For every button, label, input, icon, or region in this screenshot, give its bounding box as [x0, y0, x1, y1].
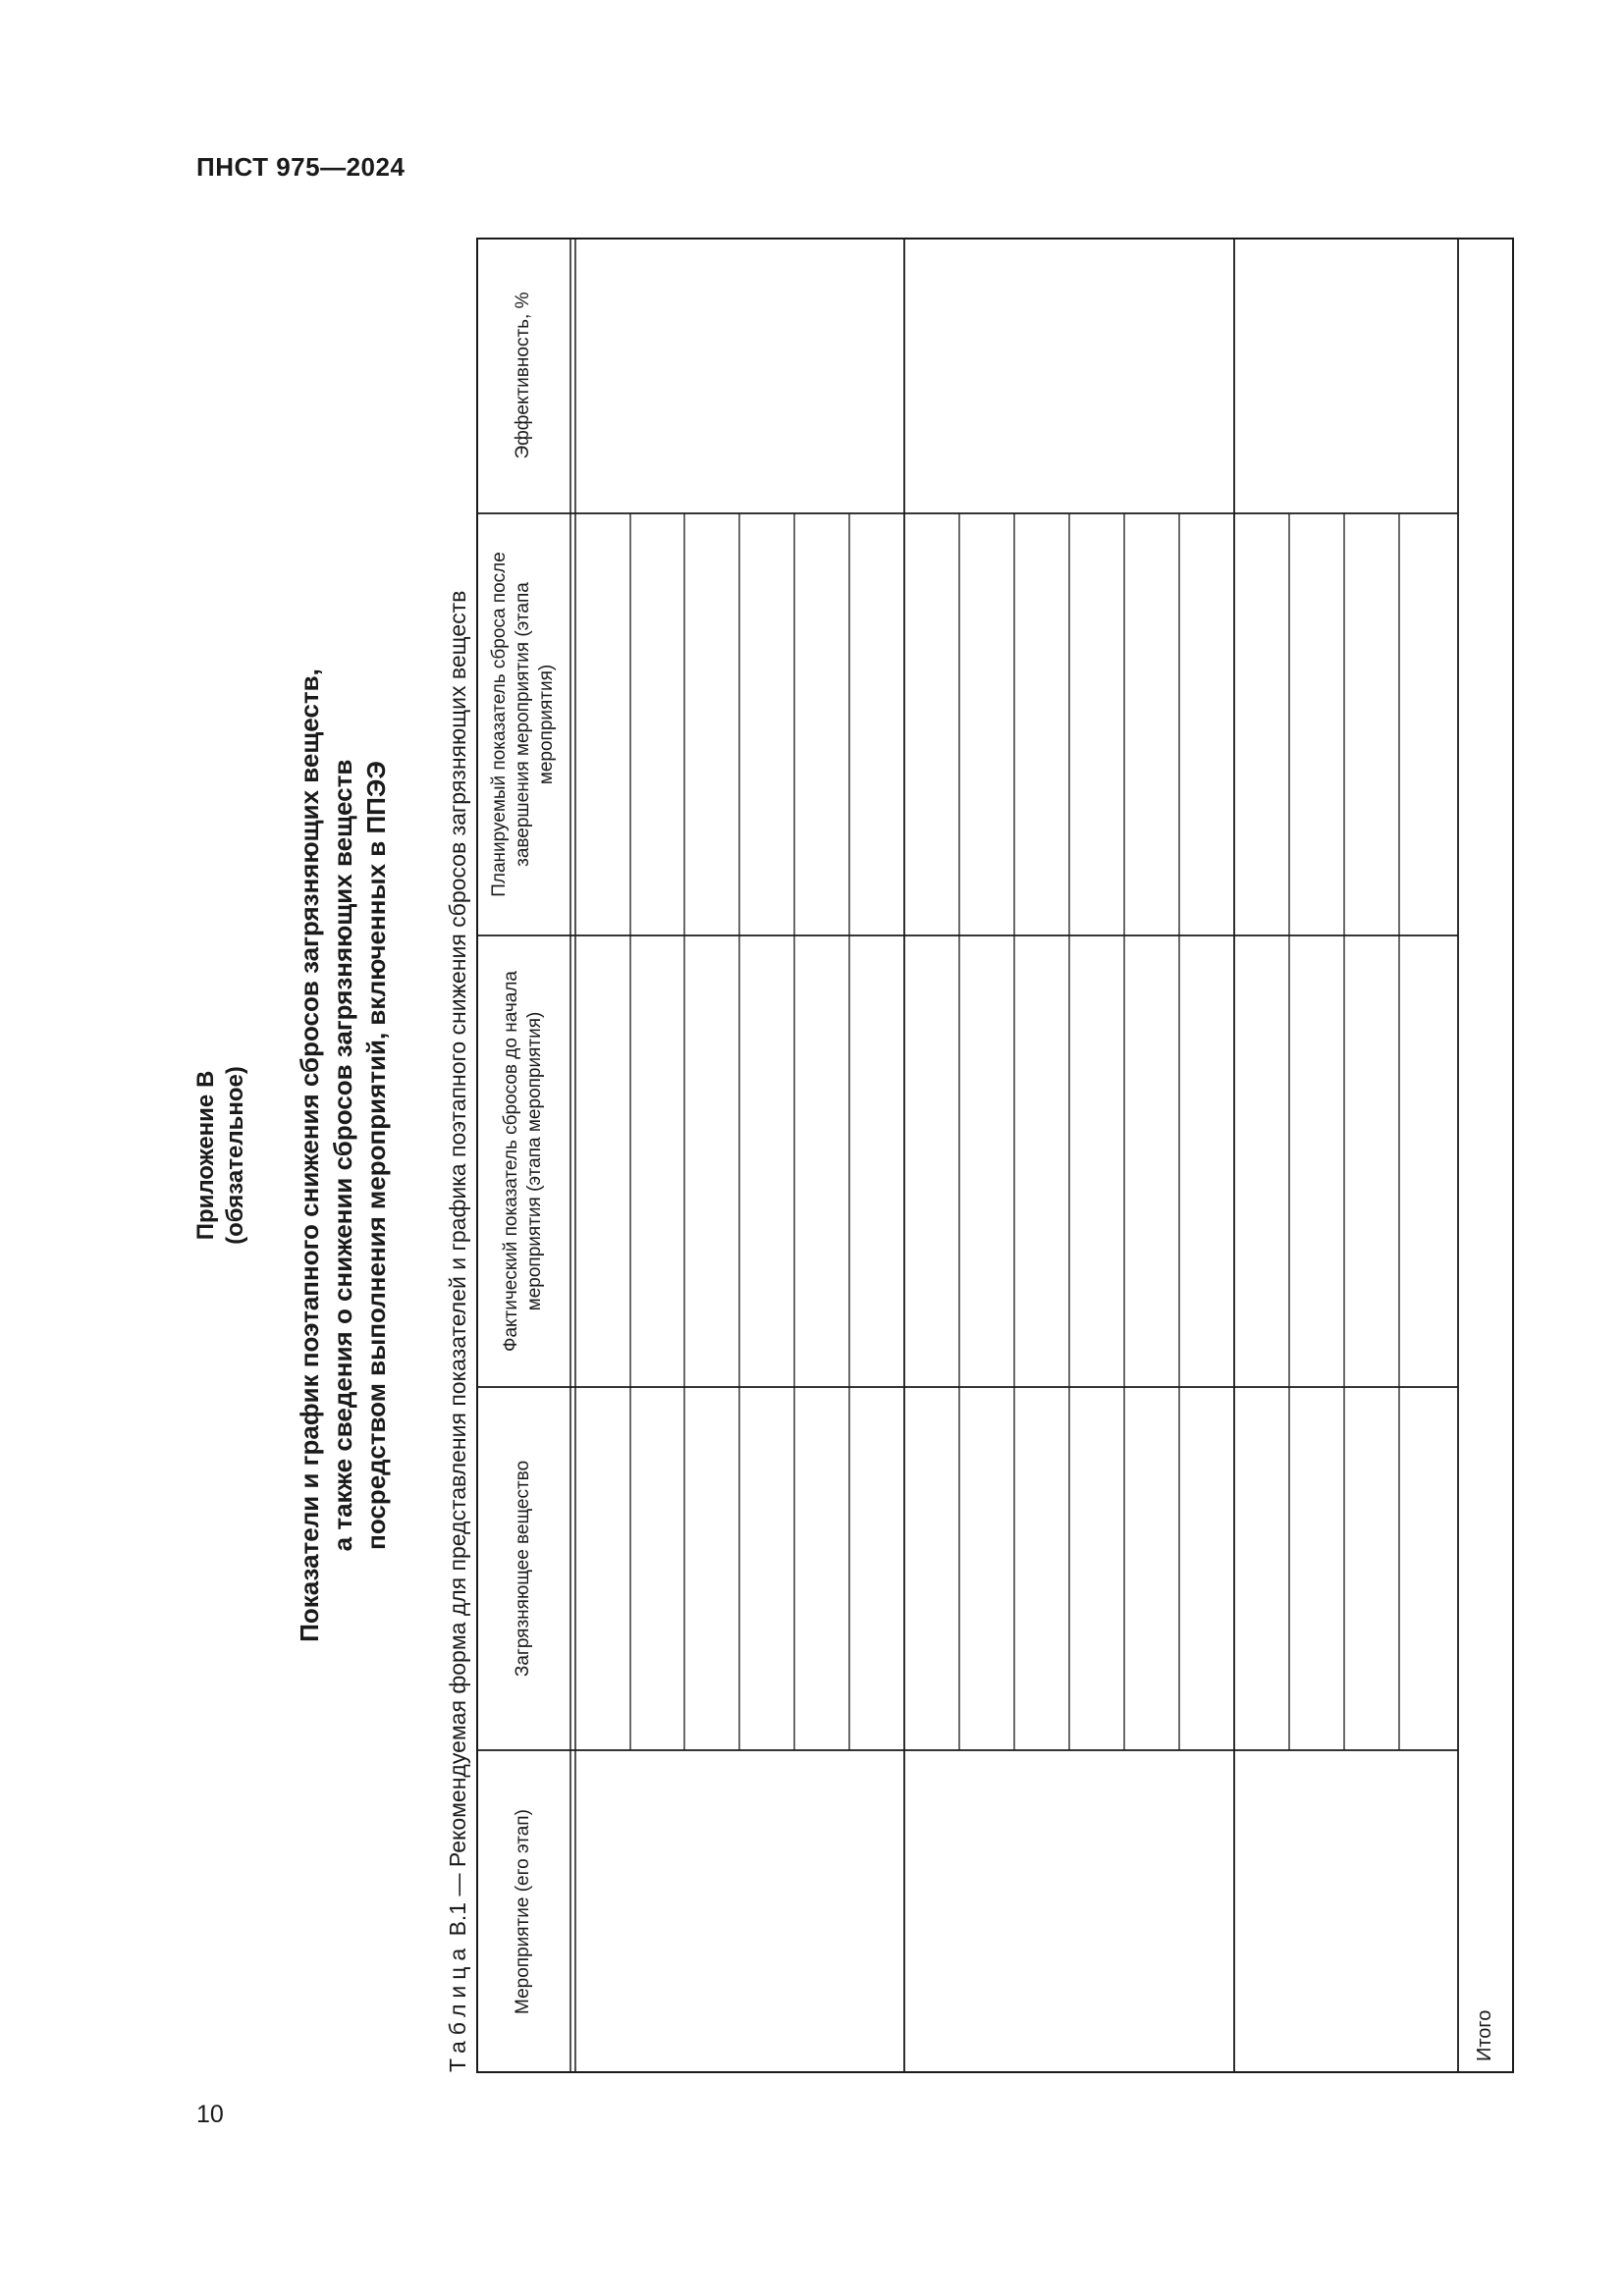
heading-line-3: посредством выполнения мероприятий, включенных в ППЭЭ — [361, 761, 391, 1550]
total-row-label: Итого — [1474, 2009, 1495, 2061]
appendix-title — [191, 238, 250, 2073]
page-number: 10 — [196, 2101, 224, 2128]
appendix-status: (обязательное) — [222, 1066, 248, 1245]
table-grid — [476, 238, 1537, 2073]
heading-line-1: Показатели и график поэтапного снижения сбросов загрязняющих веществ, — [295, 668, 324, 1642]
appendix-label: Приложение В — [192, 1070, 219, 1241]
indicators-table — [476, 238, 1537, 2073]
column-header-measure: Мероприятие (его этап) — [513, 1809, 533, 2014]
table-caption — [445, 591, 471, 2072]
column-header-actual-discharge: Фактический показатель сбросов до начала мероприятия (этапа мероприятия) — [501, 971, 545, 1352]
heading-line-2: а также сведения о снижении сбросов загрязняющих веществ — [328, 759, 357, 1552]
rotated-page-content — [191, 238, 1495, 2073]
appendix-heading — [293, 238, 393, 2073]
table-caption-text: В.1 — Рекомендуемая форма для представления показателей и графика поэтапного снижения сбросов загрязняющих веществ — [445, 590, 470, 1943]
document-id: ПНСТ 975—2024 — [196, 152, 406, 182]
column-header-planned-discharge: Планируемый показатель сброса после завершения мероприятия (этапа мероприятия) — [489, 552, 557, 897]
column-header-efficiency: Эффективность, % — [513, 292, 533, 459]
column-header-pollutant: Загрязняющее вещество — [513, 1460, 533, 1678]
table-caption-label: Таблица — [445, 1942, 470, 2072]
